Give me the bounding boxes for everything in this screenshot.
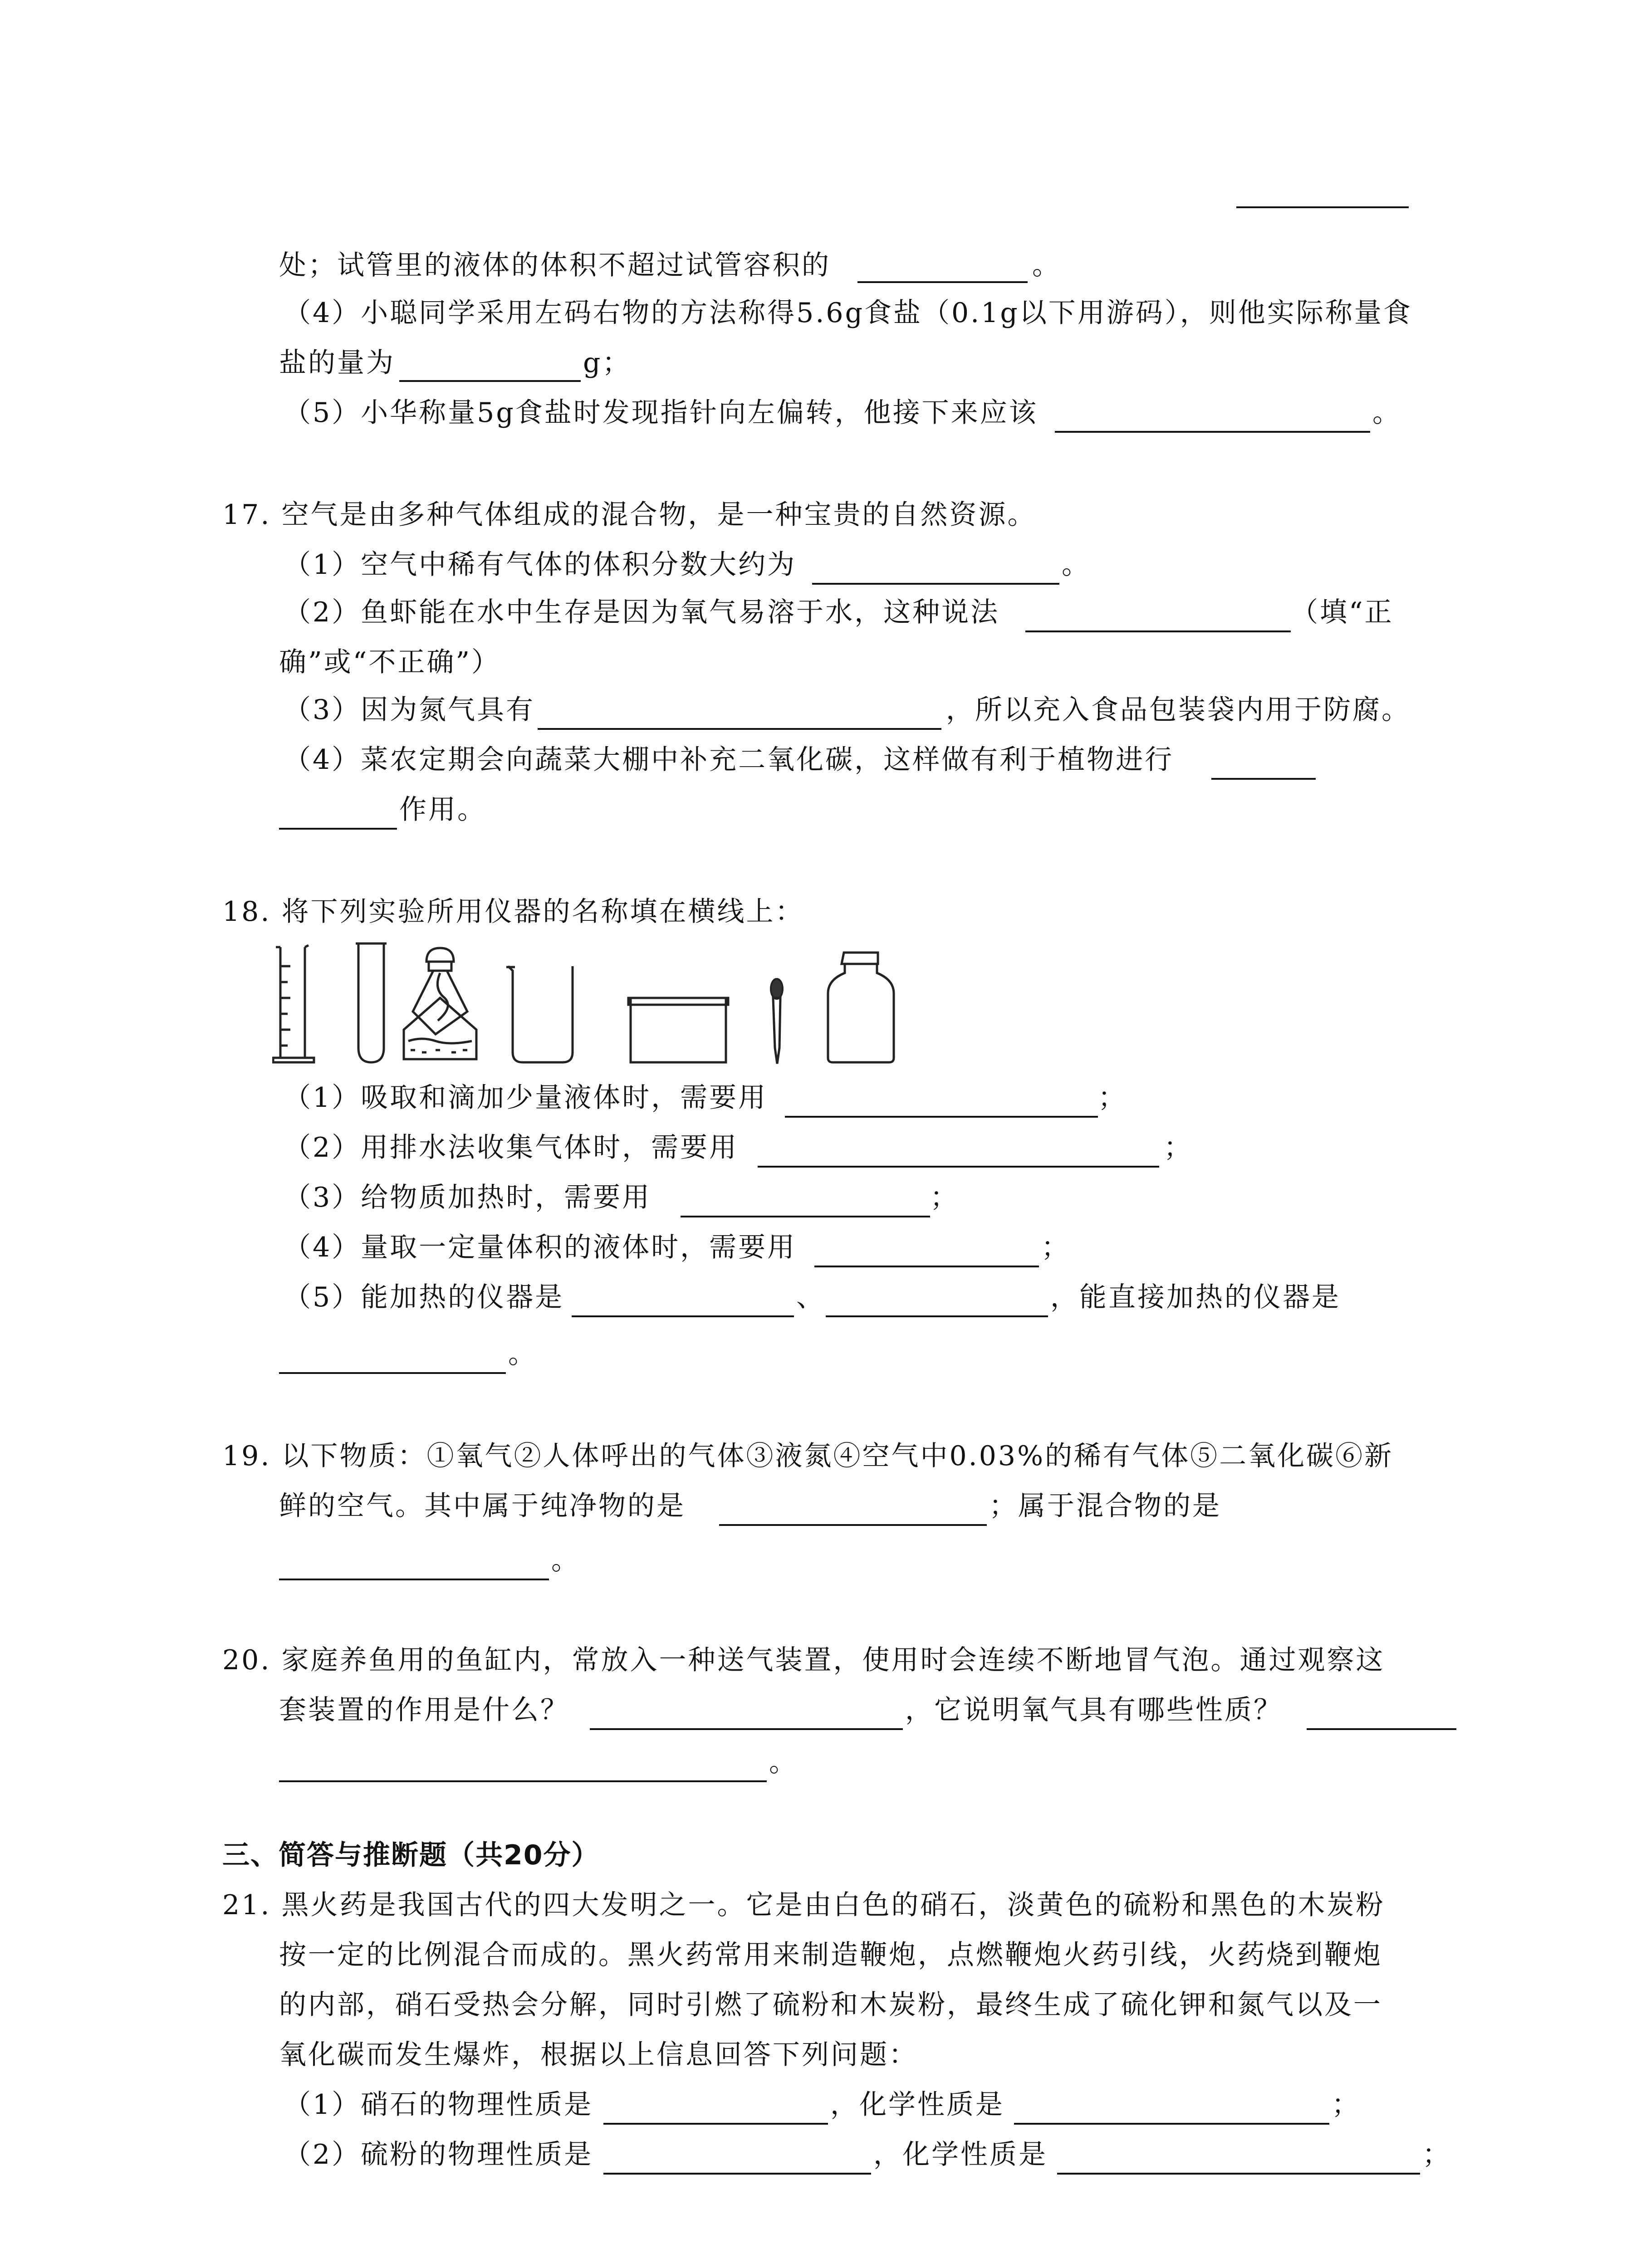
answer-blank[interactable] <box>572 1315 794 1317</box>
section-heading: 三、简答与推断题（共20分） <box>222 1839 600 1871</box>
text-line: （4）量取一定量体积的液体时，需要用 <box>284 1232 797 1263</box>
lab-instruments-figure <box>272 939 953 1070</box>
text-line: ； <box>1422 2139 1451 2170</box>
text-line: ； <box>930 1182 959 1213</box>
text-line: ，化学性质是 <box>873 2139 1048 2170</box>
text-line: （5）小华称量5g食盐时发现指针向左偏转，他接下来应该 <box>284 397 1038 429</box>
answer-blank[interactable] <box>719 1524 987 1526</box>
text-line: 。 <box>1062 549 1091 581</box>
answer-blank[interactable] <box>826 1315 1048 1317</box>
question-20: 20. 家庭养鱼用的鱼缸内，常放入一种送气装置，使用时会连续不断地冒气泡。通过观察这 <box>222 1644 1385 1676</box>
text-line: （5）能加热的仪器是 <box>284 1281 564 1313</box>
answer-blank[interactable] <box>1025 631 1291 632</box>
answer-blank[interactable] <box>279 1372 506 1374</box>
text-line: 、 <box>796 1281 825 1313</box>
text-line: g； <box>583 347 632 379</box>
answer-blank[interactable] <box>758 1166 1159 1168</box>
text-line: ； <box>1041 1232 1070 1263</box>
text-line: 。 <box>769 1746 798 1778</box>
answer-blank[interactable] <box>603 2173 871 2175</box>
text-line: （1）空气中稀有气体的体积分数大约为 <box>284 549 797 581</box>
answer-blank[interactable] <box>279 1780 767 1782</box>
question-19: 19. 以下物质：①氧气②人体呼出的气体③液氮④空气中0.03%的稀有气体⑤二氧化碳⑥新 <box>222 1440 1394 1472</box>
water-trough-icon <box>628 998 728 1062</box>
text-line: ； <box>1164 1132 1193 1163</box>
beaker-icon <box>506 966 573 1062</box>
text-line: 氧化碳而发生爆炸，根据以上信息回答下列问题： <box>279 2039 918 2071</box>
text-line: 鲜的空气。其中属于纯净物的是 <box>279 1490 686 1522</box>
text-line: （2）鱼虾能在水中生存是因为氧气易溶于水，这种说法 <box>284 596 1000 628</box>
text-line: 作用。 <box>399 794 486 826</box>
text-line: （1）吸取和滴加少量液体时，需要用 <box>284 1082 768 1114</box>
answer-blank[interactable] <box>1055 431 1370 433</box>
alcohol-lamp-icon <box>404 948 476 1059</box>
text-line: （3）因为氮气具有 <box>284 694 535 726</box>
text-line: （1）硝石的物理性质是 <box>284 2089 593 2121</box>
text-line: ；属于混合物的是 <box>989 1490 1221 1522</box>
text-line: （3）给物质加热时，需要用 <box>284 1182 652 1213</box>
text-line: 盐的量为 <box>279 347 395 379</box>
text-line: ，所以充入食品包装袋内用于防腐。 <box>946 694 1411 726</box>
text-line: ； <box>1098 1082 1127 1114</box>
text-line: ，它说明氧气具有哪些性质？ <box>905 1694 1283 1726</box>
answer-blank[interactable] <box>603 2123 828 2125</box>
answer-blank[interactable] <box>1236 206 1409 208</box>
question-21: 21. 黑火药是我国古代的四大发明之一。它是由白色的硝石，淡黄色的硫粉和黑色的木炭粉 <box>222 1889 1385 1921</box>
answer-blank[interactable] <box>681 1216 930 1217</box>
text-line: 处；试管里的液体的体积不超过试管容积的 <box>279 249 831 281</box>
text-line: 套装置的作用是什么？ <box>279 1694 569 1726</box>
answer-blank[interactable] <box>785 1116 1098 1118</box>
answer-blank[interactable] <box>590 1728 903 1730</box>
answer-blank[interactable] <box>857 281 1028 283</box>
answer-blank[interactable] <box>279 1579 549 1580</box>
answer-blank[interactable] <box>1057 2173 1420 2175</box>
text-line: （4）菜农定期会向蔬菜大棚中补充二氧化碳，这样做有利于植物进行 <box>284 744 1174 776</box>
graduated-cylinder-icon <box>273 945 314 1062</box>
answer-blank[interactable] <box>1211 778 1316 780</box>
text-line: （2）用排水法收集气体时，需要用 <box>284 1132 739 1163</box>
answer-blank[interactable] <box>1307 1728 1456 1730</box>
answer-blank[interactable] <box>1014 2123 1329 2125</box>
text-line: （2）硫粉的物理性质是 <box>284 2139 593 2170</box>
question-18: 18. 将下列实验所用仪器的名称填在横线上： <box>222 896 804 928</box>
text-line: ； <box>1332 2089 1361 2121</box>
text-line: 的内部，硝石受热会分解，同时引燃了硫粉和木炭粉，最终生成了硫化钾和氮气以及一 <box>279 1989 1382 2021</box>
text-line: 确”或“不正确”） <box>279 646 501 678</box>
answer-blank[interactable] <box>814 1266 1039 1267</box>
question-17: 17. 空气是由多种气体组成的混合物，是一种宝贵的自然资源。 <box>222 499 1037 531</box>
text-line: ，能直接加热的仪器是 <box>1050 1281 1341 1313</box>
answer-blank[interactable] <box>538 728 941 730</box>
text-line: 。 <box>551 1545 580 1576</box>
answer-blank[interactable] <box>812 583 1059 585</box>
text-line: 。 <box>508 1338 537 1370</box>
text-line: 。 <box>1032 249 1061 281</box>
answer-blank[interactable] <box>279 828 397 830</box>
text-line: ，化学性质是 <box>830 2089 1004 2121</box>
gas-collecting-bottle-icon <box>828 953 894 1062</box>
test-tube-icon <box>356 943 387 1062</box>
text-line: （4）小聪同学采用左码右物的方法称得5.6g食盐（0.1g以下用游码），则他实际称量食 <box>284 297 1412 329</box>
text-line: 按一定的比例混合而成的。黑火药常用来制造鞭炮，点燃鞭炮火药引线，火药烧到鞭炮 <box>279 1939 1382 1971</box>
dropper-icon <box>771 979 783 1064</box>
text-line: 。 <box>1372 397 1401 429</box>
answer-blank[interactable] <box>399 380 581 382</box>
text-line: （填“正 <box>1291 596 1394 628</box>
